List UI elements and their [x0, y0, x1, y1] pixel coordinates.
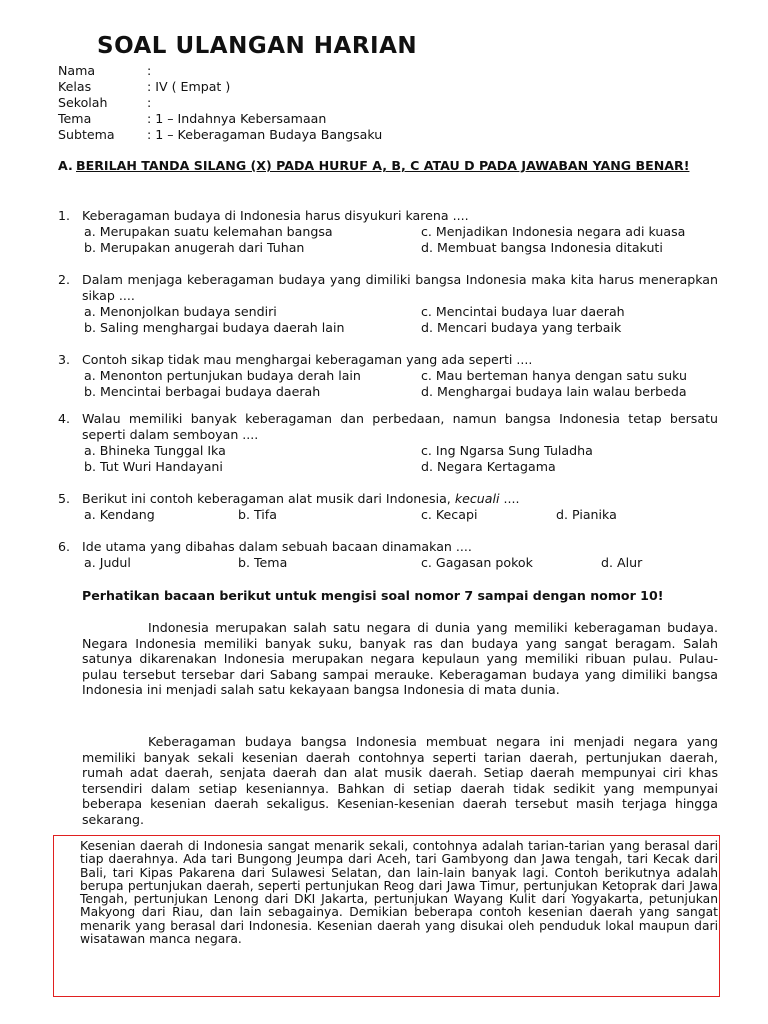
option-d: d. Negara Kertagama	[421, 459, 556, 474]
question-number: 5.	[58, 491, 71, 506]
info-label-kelas: Kelas	[58, 79, 92, 94]
question-number: 4.	[58, 411, 71, 426]
option-c: c. Kecapi	[421, 507, 478, 522]
option-a: a. Kendang	[84, 507, 155, 522]
info-value-nama: :	[147, 63, 152, 78]
question-number: 2.	[58, 272, 71, 287]
option-b: b. Tema	[238, 555, 288, 570]
info-label-nama: Nama	[58, 63, 96, 78]
info-value-tema: : 1 – Indahnya Kebersamaan	[147, 111, 327, 126]
option-c: c. Menjadikan Indonesia negara adi kuasa	[421, 224, 686, 239]
option-d: d. Membuat bangsa Indonesia ditakuti	[421, 240, 663, 255]
section-instruction: BERILAH TANDA SILANG (X) PADA HURUF A, B, C ATAU D PADA JAWABAN YANG BENAR!	[76, 158, 690, 173]
option-b: b. Tut Wuri Handayani	[84, 459, 223, 474]
question-number: 6.	[58, 539, 71, 554]
option-c: c. Ing Ngarsa Sung Tuladha	[421, 443, 593, 458]
option-d: d. Pianika	[556, 507, 617, 522]
question-text: Contoh sikap tidak mau menghargai keberagaman yang ada seperti ....	[82, 352, 533, 367]
info-label-subtema: Subtema	[58, 127, 115, 142]
reading-paragraph-1: Indonesia merupakan salah satu negara di dunia yang memiliki keberagaman budaya. Negara Indonesia memiliki banyak suku, banyak ras dan budaya yang sangat beragam. Salah satunya dikarenakan Indonesia merupakan negara kepulaun yang memiliki ribuan pulau. Pulau-pulau tersebut tersebar dari Sabang sampai merauke. Keberagaman budaya yang dimiliki bangsa Indonesia ini menjadi salah satu kekayaan bangsa Indonesia di mata dunia.	[82, 620, 718, 697]
option-d: d. Mencari budaya yang terbaik	[421, 320, 622, 335]
option-b: b. Tifa	[238, 507, 277, 522]
question-text: Dalam menjaga keberagaman budaya yang dimiliki bangsa Indonesia maka kita harus menerapkan sikap ....	[82, 272, 718, 303]
info-value-kelas: : IV ( Empat )	[147, 79, 231, 94]
question-text-main: Berikut ini contoh keberagaman alat musik dari Indonesia,	[82, 491, 451, 506]
option-b: b. Saling menghargai budaya daerah lain	[84, 320, 345, 335]
option-c: c. Mencintai budaya luar daerah	[421, 304, 625, 319]
info-value-subtema: : 1 – Keberagaman Budaya Bangsaku	[147, 127, 383, 142]
question-text-end: ....	[503, 491, 520, 506]
option-c: c. Mau berteman hanya dengan satu suku	[421, 368, 687, 383]
option-b: b. Merupakan anugerah dari Tuhan	[84, 240, 305, 255]
question-number: 1.	[58, 208, 71, 223]
question-text: Ide utama yang dibahas dalam sebuah bacaan dinamakan ....	[82, 539, 472, 554]
question-text: Walau memiliki banyak keberagaman dan perbedaan, namun bangsa Indonesia tetap bersatu seperti dalam semboyan ....	[82, 411, 718, 442]
page-title: SOAL ULANGAN HARIAN	[97, 33, 418, 59]
question-text	[82, 491, 520, 507]
question-text: Keberagaman budaya di Indonesia harus disyukuri karena ....	[82, 208, 469, 223]
info-label-sekolah: Sekolah	[58, 95, 108, 110]
reading-instruction: Perhatikan bacaan berikut untuk mengisi soal nomor 7 sampai dengan nomor 10!	[82, 588, 664, 603]
option-a: a. Merupakan suatu kelemahan bangsa	[84, 224, 333, 239]
option-d: d. Alur	[601, 555, 643, 570]
option-b: b. Mencintai berbagai budaya daerah	[84, 384, 321, 399]
question-number: 3.	[58, 352, 71, 367]
option-c: c. Gagasan pokok	[421, 555, 533, 570]
option-d: d. Menghargai budaya lain walau berbeda	[421, 384, 687, 399]
reading-paragraph-2: Keberagaman budaya bangsa Indonesia membuat negara ini menjadi negara yang memiliki banyak sekali kesenian daerah contohnya seperti tarian daerah, pertunjukan daerah, rumah adat daerah, senjata daerah dan alat musik daerah. Setiap daerah mempunyai ciri khas tersendiri dalam setiap keseniannya. Bahkan di setiap daerah tidak sedikit yang mempunyai beberapa kesenian daerah sekaligus. Kesenian-kesenian daerah tersebut masih terjaga hingga sekarang.	[82, 734, 718, 827]
option-a: a. Bhineka Tunggal Ika	[84, 443, 226, 458]
reading-paragraph-3: Kesenian daerah di Indonesia sangat menarik sekali, contohnya adalah tarian-tarian yang berasal dari tiap daerahnya. Ada tari Bungong Jeumpa dari Aceh, tari Gambyong dan Jawa tengah, tari Kecak dari Bali, tari Kipas Pakarena dari Sulawesi Selatan, dan lain-lain banyak lagi. Contoh berikutnya adalah berupa pertunjukan daerah, seperti pertunjukan Reog dari Jawa Timur, pertunjukan Ketoprak dari Jawa Tengah, pertunjukan Lenong dari DKI Jakarta, pertunjukan Wayang Kulit dari Yogyakarta, petunjukan Makyong dari Riau, dan lain sebagainya. Demikian beberapa contoh kesenian daerah yang sangat menarik yang berasal dari Indonesia. Kesenian daerah yang disukai oleh penduduk lokal maupun dari wisatawan manca negara.	[80, 839, 718, 947]
option-a: a. Menonton pertunjukan budaya derah lain	[84, 368, 361, 383]
section-marker: A.	[58, 158, 73, 173]
question-text-emphasis: kecuali	[454, 491, 500, 506]
option-a: a. Judul	[84, 555, 131, 570]
option-a: a. Menonjolkan budaya sendiri	[84, 304, 277, 319]
info-label-tema: Tema	[58, 111, 92, 126]
info-value-sekolah: :	[147, 95, 152, 110]
